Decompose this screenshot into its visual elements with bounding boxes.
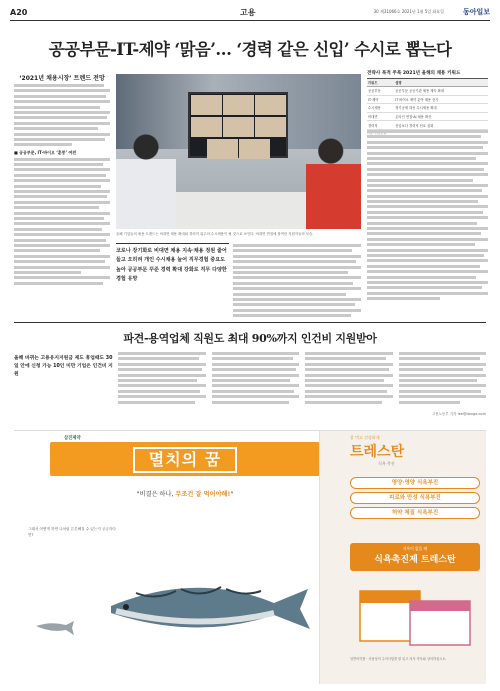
second-article-body xyxy=(118,352,486,410)
interviewer-left xyxy=(116,129,176,229)
table-cell: 온라인 면접·AI 채용 확산 xyxy=(394,112,488,121)
section-name: 고용 xyxy=(240,8,256,17)
advertisement[interactable] xyxy=(14,430,486,683)
ad-quote xyxy=(50,489,320,498)
ad-quote-text: " xyxy=(230,491,234,498)
ad-badge xyxy=(350,543,480,571)
table-cell: 경력직 xyxy=(367,121,394,130)
keyword-table-box xyxy=(367,70,488,135)
article-column-1 xyxy=(14,84,110,320)
ad-banner xyxy=(50,442,320,476)
table-cell: 정기공채 대신 수시채용 확대 xyxy=(394,104,488,113)
page-header xyxy=(10,5,490,21)
ad-bubble-text: 그래서 어떻게 하면 나처럼 튼튼해질 수 있는지 궁금하다면? xyxy=(28,527,116,537)
ad-product-sub: 식욕 촉진 xyxy=(378,461,395,466)
ad-quote-highlight: 무조건 잘 먹어야해! xyxy=(175,491,231,498)
ad-benefit-item: 영양·영양 식욕부진 xyxy=(350,477,480,489)
ad-brand: 삼진제약 xyxy=(64,436,81,441)
mackerel-illustration xyxy=(16,551,316,671)
product-box-icon xyxy=(350,581,480,651)
ad-benefit-list xyxy=(350,477,480,522)
photo-caption: 올해 기업들의 채용 트렌드는 비대면 채용 확대와 경력직 위주의 수시채용이 될 것으로 보인다. 비대면 면접에 참여한 지원자들의 모습. xyxy=(116,232,314,236)
table-cell: IT·제약 xyxy=(367,95,394,104)
col-header: 키워드 xyxy=(367,79,394,87)
keyword-table xyxy=(367,78,488,130)
ad-banner-text: 멸치의 꿈 xyxy=(133,447,237,473)
ad-benefit-item: 허약 체질 식욕부진 xyxy=(350,507,480,519)
section-divider xyxy=(14,322,486,323)
anchovy-icon xyxy=(36,621,74,635)
interviewer-right xyxy=(306,134,361,229)
newspaper-logo: 동아일보 xyxy=(462,7,490,16)
article-column-2 xyxy=(233,244,361,320)
table-cell: IT 바이오 제약 분야 채용 증가 xyxy=(394,95,488,104)
keyword-table-title: 전략사 목적 주목 2021년 올해의 채용 키워드 xyxy=(367,71,461,76)
ad-badge-small: 식욕이 없을 때 xyxy=(402,546,428,551)
main-headline: 공공부문-IT-제약 ‘맑음’… ‘경력 같은 신입’ 수시로 뽑는다 xyxy=(48,40,452,59)
ad-quote-text: "비결은 하나, xyxy=(136,491,176,498)
ad-left-panel xyxy=(14,431,319,684)
page-number: A20 xyxy=(10,8,28,17)
article-photo xyxy=(116,74,361,229)
video-screen xyxy=(188,92,288,158)
second-subhead: 올해 바뀌는 고용유지지원금 제도 휴업때도 30일 안에 신청 가능 10인 미만 기업은 인건비 지원 xyxy=(14,356,113,377)
ad-right-panel xyxy=(319,431,486,684)
table-row xyxy=(367,121,488,130)
col-header: 설명 xyxy=(394,79,488,87)
table-row xyxy=(367,87,488,96)
article-section-head: ■ 공공부문, IT·바이오 ‘훈풍’ 여전 xyxy=(14,150,77,156)
table-cell: 공공부문 공공기관 채용 계속 확대 xyxy=(394,87,488,96)
table-row xyxy=(367,95,488,104)
ad-footnote: 일반의약품 · 사용상의 주의사항을 잘 읽고 의사 약사와 상의하십시오. xyxy=(350,657,447,661)
table-cell: 비대면 xyxy=(367,112,394,121)
table-cell: 신입보다 경력직 선호 심화 xyxy=(394,121,488,130)
ad-product-title: 트레스탄 xyxy=(350,444,405,460)
second-headline: 파견-용역업체 직원도 최대 90%까지 인건비 지원받아 xyxy=(123,332,377,345)
ad-tagline: 잘 먹고 건강하게 xyxy=(350,435,380,440)
article-subhead: ‘2021년 채용시장’ 트렌드 전망 xyxy=(19,75,105,82)
table-cell: 공공부문 xyxy=(367,87,394,96)
table-row xyxy=(367,104,488,113)
table-row xyxy=(367,112,488,121)
ad-benefit-item: 피로와 만성 식욕부진 xyxy=(350,492,480,504)
byline: 고용노동부 기자 lee@donga.com xyxy=(431,412,486,416)
pull-quote: 코로나 장기화로 비대면 채용 지속·채용 정원 줄어들고 오히려 개인 수시채용 늘어 직무경험 중요도 높아 공공부문 꾸준 경력 확대 강화로 직무 다양한 경험 유망 xyxy=(116,243,229,284)
mackerel-icon xyxy=(111,587,310,629)
article-column-right xyxy=(367,130,488,320)
table-cell: 수시채용 xyxy=(367,104,394,113)
ad-badge-big: 식욕촉진제 트레스탄 xyxy=(374,555,456,565)
issue-info: 30 제31066호 2021년 1월 5일 화요일 xyxy=(373,9,444,14)
